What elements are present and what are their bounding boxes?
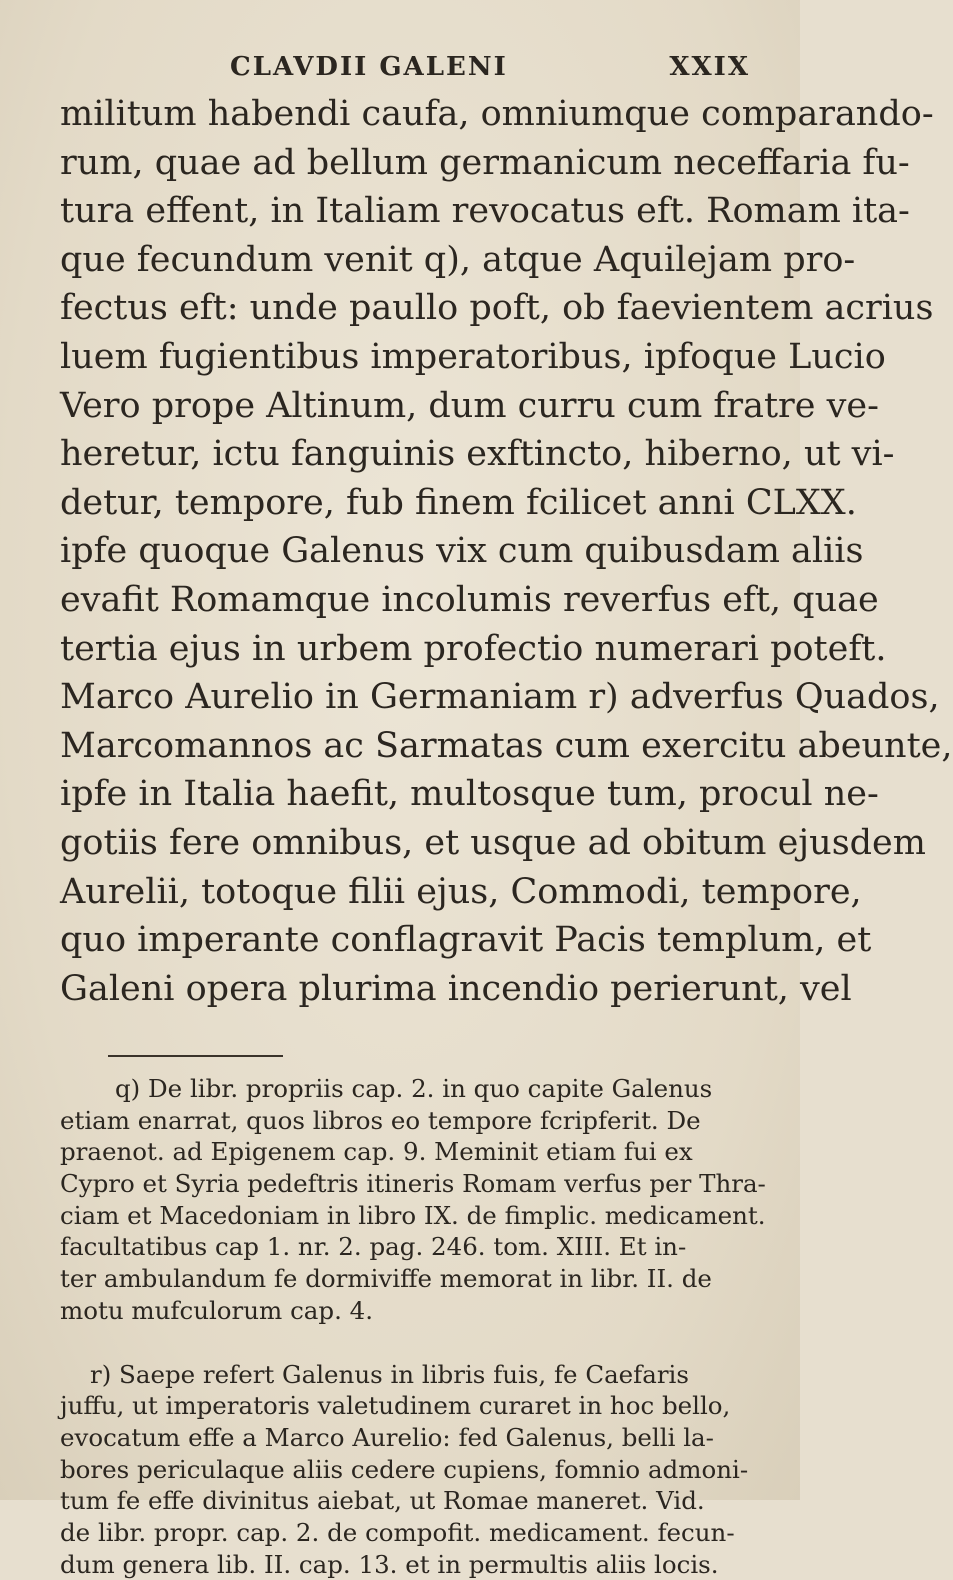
text-line: detur, tempore, fub finem fcilicet anni CLXX.: [60, 482, 857, 523]
footnote-r-line: de libr. propr. cap. 2. de compofit. medicament. fecun-: [60, 1517, 735, 1547]
text-line: Marcomannos ac Sarmatas cum exercitu abeunte,: [60, 725, 953, 766]
text-line: quo imperante conflagravit Pacis templum, et: [60, 920, 872, 961]
text-line: Galeni opera plurima incendio perierunt, vel: [60, 968, 852, 1009]
footnote-q-line: praenot. ad Epigenem cap. 9. Meminit etiam fui ex: [60, 1137, 693, 1167]
footnote-q-line: facultatibus cap 1. nr. 2. pag. 246. tom. XIII. Et in-: [60, 1232, 687, 1262]
text-line: Aurelii, totoque filii ejus, Commodi, tempore,: [60, 871, 862, 912]
footnotes: [60, 1073, 780, 1580]
footnote-q-line: Cypro et Syria pedeftris itineris Romam verfus per Thra-: [60, 1169, 766, 1199]
running-title: CLAVDII GALENI: [230, 52, 508, 82]
footnote-r-line: r) Saepe refert Galenus in libris fuis, fe Caefaris: [90, 1359, 689, 1389]
text-line: Vero prope Altinum, dum curru cum fratre ve-: [60, 385, 879, 426]
footnote-r-line: bores periculaque aliis cedere cupiens, fomnio admoni-: [60, 1454, 749, 1484]
text-line: militum habendi caufa, omniumque comparando-: [60, 94, 934, 134]
text-line: Marco Aurelio in Germaniam r) adverfus Quados,: [60, 677, 940, 718]
footnote-r-line: tum fe effe divinitus aiebat, ut Romae maneret. Vid.: [60, 1486, 705, 1516]
text-line: tura effent, in Italiam revocatus eft. Romam ita-: [60, 191, 910, 232]
text-line: ipfe quoque Galenus vix cum quibusdam aliis: [60, 531, 864, 572]
text-line: que fecundum venit q), atque Aquilejam pro-: [60, 239, 856, 280]
text-line: fectus eft: unde paullo poft, ob faevientem acrius: [60, 288, 934, 329]
footnote-r-line: juffu, ut imperatoris valetudinem curaret in hoc bello,: [60, 1391, 731, 1421]
footnote-q-line: etiam enarrat, quos libros eo tempore fcripferit. De: [60, 1105, 701, 1135]
footnote-q-line: motu mufculorum cap. 4.: [60, 1295, 374, 1325]
text-line: gotiis fere omnibus, et usque ad obitum ejusdem: [60, 822, 926, 863]
text-line: ipfe in Italia haefit, multosque tum, procul ne-: [60, 774, 879, 815]
text-line: tertia ejus in urbem profectio numerari poteft.: [60, 628, 887, 669]
text-line: luem fugientibus imperatoribus, ipfoque Lucio: [60, 336, 886, 377]
main-text: [60, 90, 953, 1013]
text-line: evafit Romamque incolumis reverfus eft, quae: [60, 579, 879, 620]
footnote-q-line: ciam et Macedoniam in libro IX. de fimplic. medicament.: [60, 1200, 766, 1230]
footnote-r-line: dum genera lib. II. cap. 13. et in permultis aliis locis.: [60, 1549, 719, 1579]
footnote-q-line: ter ambulandum fe dormiviffe memorat in libr. II. de: [60, 1264, 712, 1294]
text-line: rum, quae ad bellum germanicum neceffaria fu-: [60, 142, 910, 183]
running-header: [190, 52, 750, 92]
footnote-separator: [108, 1055, 283, 1057]
text-line: heretur, ictu fanguinis exftincto, hiberno, ut vi-: [60, 434, 895, 475]
footnote-r-line: evocatum effe a Marco Aurelio: fed Galenus, belli la-: [60, 1422, 714, 1452]
page-number: XXIX: [669, 52, 750, 82]
footnote-q-line: q) De libr. propriis cap. 2. in quo capite Galenus: [115, 1074, 713, 1103]
